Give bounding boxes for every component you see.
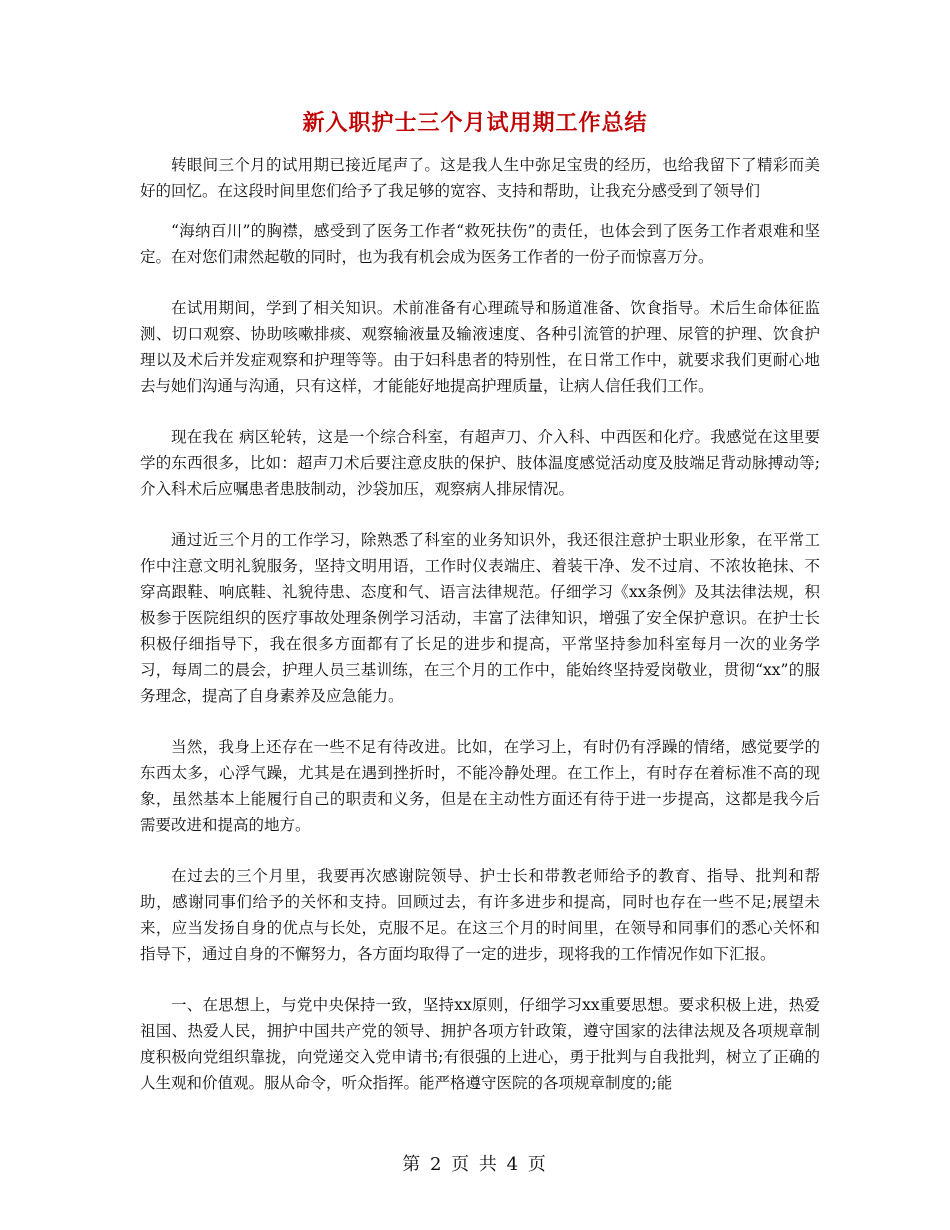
document-title: 新入职护士三个月试用期工作总结: [302, 110, 648, 136]
paragraph-1: 转眼间三个月的试用期已接近尾声了。这是我人生中弥足宝贵的经历，也给我留下了精彩而美好的回忆。在这段时间里您们给予了我足够的宽容、支持和帮助，让我充分感受到了领导们: [140, 156, 820, 200]
paragraph-7: 在过去的三个月里，我要再次感谢院领导、护士长和带教老师给予的教育、指导、批判和帮助，感谢同事们给予的关怀和支持。回顾过去，有许多进步和提高，同时也存在一些不足;展望未来，应当发扬自身的优点与长处，克服不足。在这三个月的时间里，在领导和同事们的悉心关怀和指导下，通过自身的不懈努力，各方面均取得了一定的进步，现将我的工作情况作如下汇报。: [140, 867, 820, 963]
paragraph-4: 现在我在 病区轮转，这是一个综合科室，有超声刀、介入科、中西医和化疗。我感觉在这里要学的东西很多，比如：超声刀术后要注意皮肤的保护、肢体温度感觉活动度及肢端足背动脉搏动等;介入科术后应嘱患者患肢制动，沙袋加压，观察病人排尿情况。: [140, 428, 820, 498]
paragraph-8: 一、在思想上，与党中央保持一致，坚持xx原则，仔细学习xx重要思想。要求积极上进，热爱祖国、热爱人民，拥护中国共产党的领导、拥护各项方针政策，遵守国家的法律法规及各项规章制度积极向党组织靠拢，向党递交入党申请书;有很强的上进心，勇于批判与自我批判，树立了正确的人生观和价值观。服从命令，听众指挥。能严格遵守医院的各项规章制度的;能: [140, 996, 820, 1092]
page-number-footer: 第 2 页 共 4 页: [402, 1154, 548, 1175]
paragraph-3: 在试用期间，学到了相关知识。术前准备有心理疏导和肠道准备、饮食指导。术后生命体征监测、切口观察、协助咳嗽排痰、观察输液量及输液速度、各种引流管的护理、尿管的护理、饮食护理以及术后并发症观察和护理等等。由于妇科患者的特别性，在日常工作中，就要求我们更耐心地去与她们沟通与沟通，只有这样，才能能好地提高护理质量，让病人信任我们工作。: [140, 299, 820, 395]
paragraph-6: 当然，我身上还存在一些不足有待改进。比如，在学习上，有时仍有浮躁的情绪，感觉要学的东西太多，心浮气躁，尤其是在遇到挫折时，不能冷静处理。在工作上，有时存在着标准不高的现象，虽然基本上能履行自己的职责和义务，但是在主动性方面还有待于进一步提高，这都是我今后需要改进和提高的地方。: [140, 738, 820, 834]
paragraph-2: “海纳百川”的胸襟，感受到了医务工作者“救死扶伤”的责任，也体会到了医务工作者艰难和坚定。在对您们肃然起敬的同时，也为我有机会成为医务工作者的一份子而惊喜万分。: [140, 222, 820, 266]
document-body: [140, 152, 820, 1121]
paragraph-5: 通过近三个月的工作学习，除熟悉了科室的业务知识外，我还很注意护士职业形象，在平常工作中注意文明礼貌服务，坚持文明用语，工作时仪表端庄、着装干净、发不过肩、不浓妆艳抹、不穿高跟鞋、响底鞋、礼貌待患、态度和气、语言法律规范。仔细学习《xx条例》及其法律法规，积极参于医院组织的医疗事故处理条例学习活动，丰富了法律知识，增强了安全保护意识。在护士长积极仔细指导下，我在很多方面都有了长足的进步和提高，平常坚持参加科室每月一次的业务学习，每周二的晨会，护理人员三基训练，在三个月的工作中，能始终坚持爱岗敬业，贯彻“xx”的服务理念，提高了自身素养及应急能力。: [140, 531, 820, 705]
